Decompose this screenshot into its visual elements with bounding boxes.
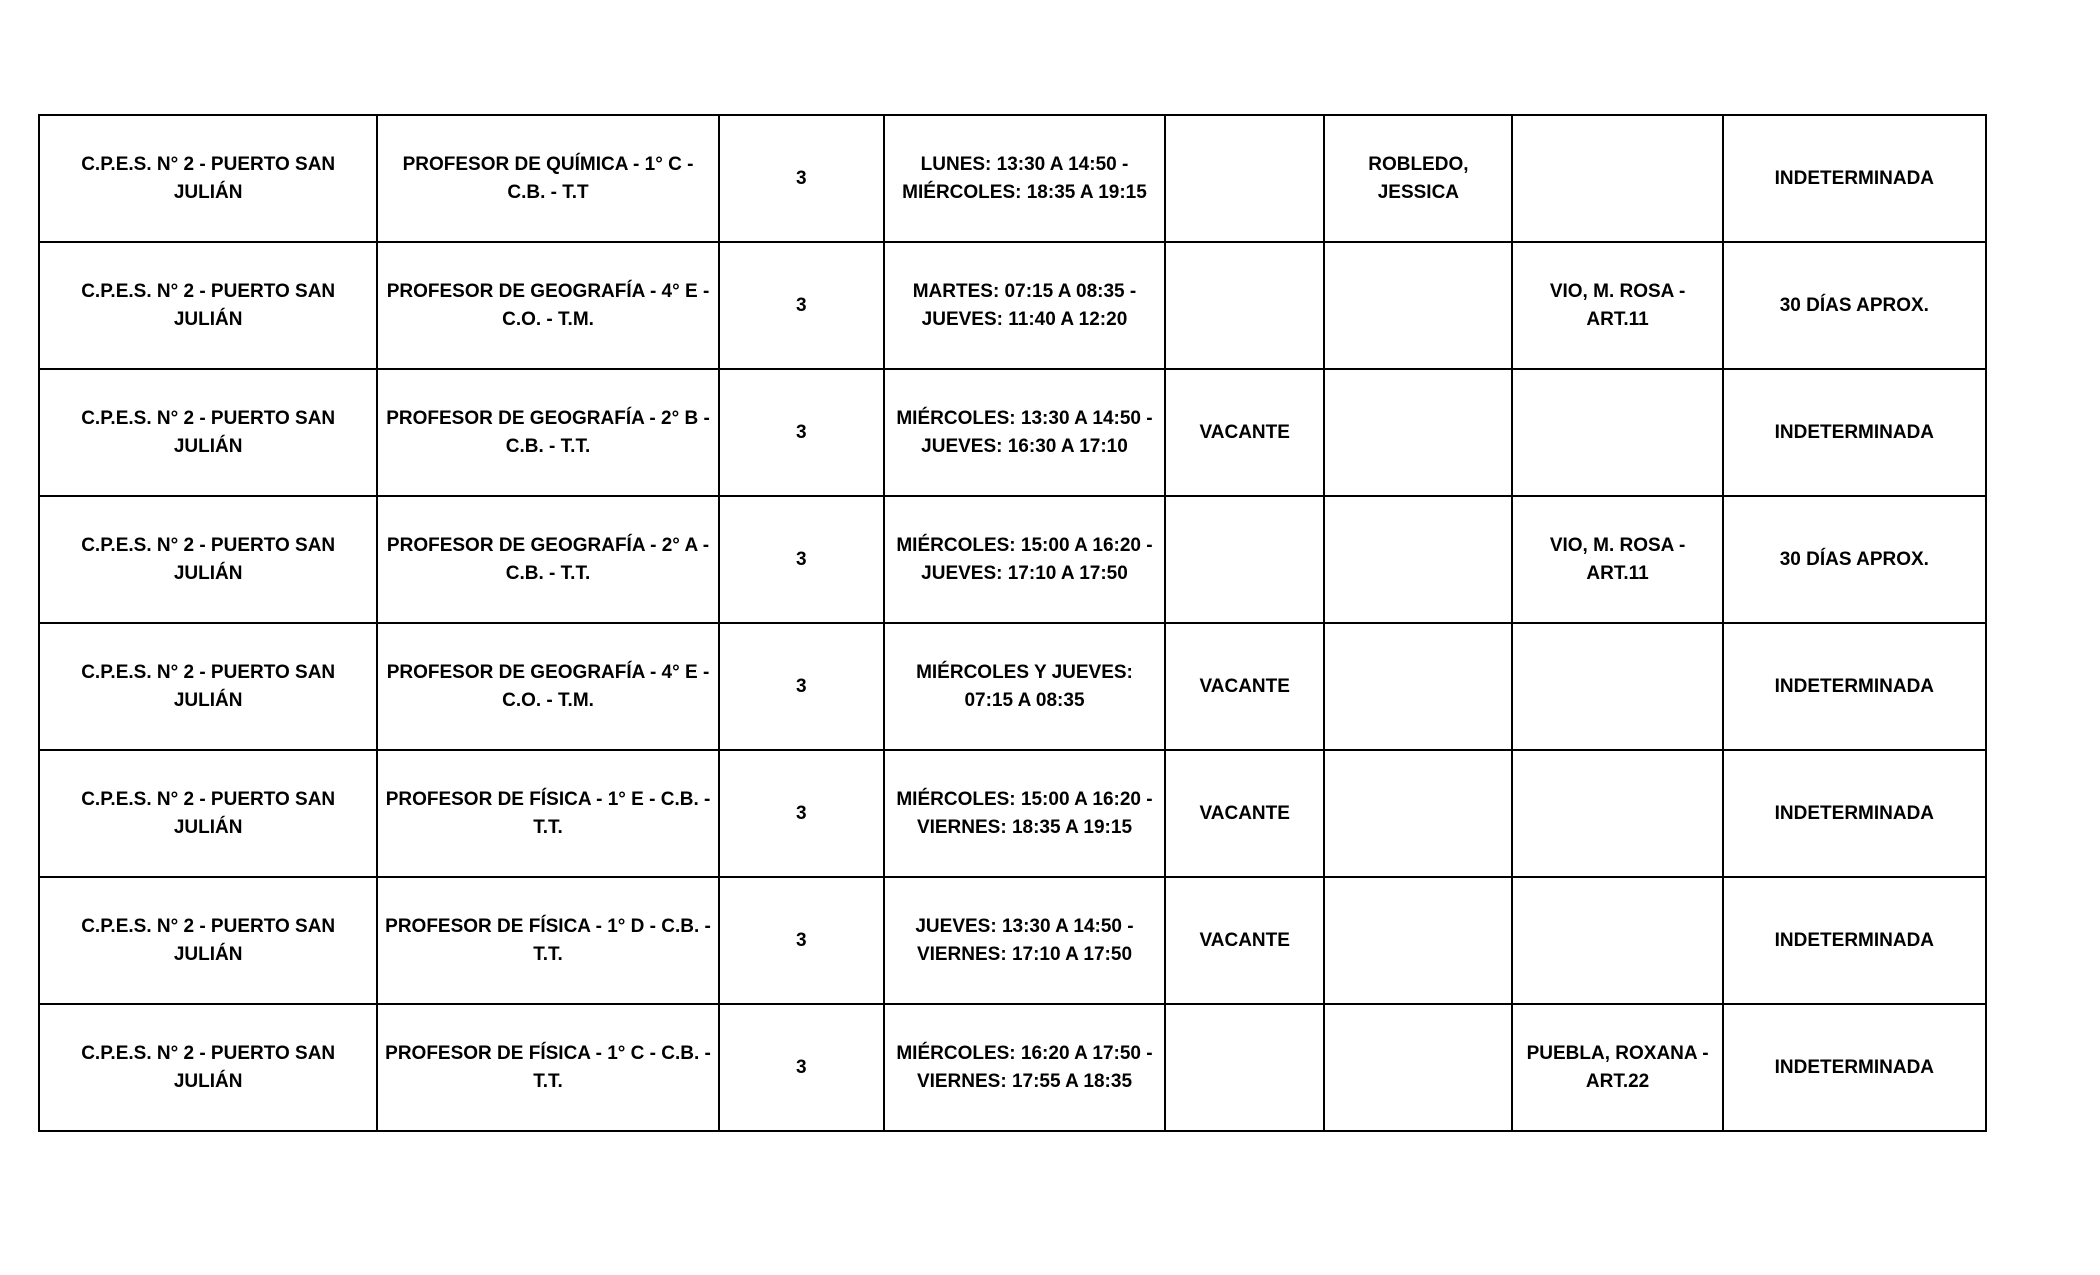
duration-cell: INDETERMINADA bbox=[1723, 877, 1986, 1004]
table-row bbox=[39, 623, 1986, 750]
assigned-cell bbox=[1324, 242, 1512, 369]
table-row bbox=[39, 115, 1986, 242]
school-cell: C.P.E.S. N° 2 - PUERTO SAN JULIÁN bbox=[39, 1004, 377, 1131]
position-cell: PROFESOR DE FÍSICA - 1° D - C.B. - T.T. bbox=[377, 877, 718, 1004]
duration-cell: 30 DÍAS APROX. bbox=[1723, 496, 1986, 623]
replaces-cell bbox=[1512, 115, 1722, 242]
table-row bbox=[39, 750, 1986, 877]
school-cell: C.P.E.S. N° 2 - PUERTO SAN JULIÁN bbox=[39, 496, 377, 623]
schedule-cell: MIÉRCOLES: 15:00 A 16:20 - VIERNES: 18:35 A 19:15 bbox=[884, 750, 1165, 877]
table-row bbox=[39, 369, 1986, 496]
school-cell: C.P.E.S. N° 2 - PUERTO SAN JULIÁN bbox=[39, 623, 377, 750]
replaces-cell bbox=[1512, 877, 1722, 1004]
hours-cell: 3 bbox=[719, 496, 884, 623]
table-row bbox=[39, 1004, 1986, 1131]
schedule-cell: MIÉRCOLES: 15:00 A 16:20 - JUEVES: 17:10 A 17:50 bbox=[884, 496, 1165, 623]
replaces-cell: PUEBLA, ROXANA - ART.22 bbox=[1512, 1004, 1722, 1131]
school-cell: C.P.E.S. N° 2 - PUERTO SAN JULIÁN bbox=[39, 877, 377, 1004]
position-cell: PROFESOR DE FÍSICA - 1° E - C.B. - T.T. bbox=[377, 750, 718, 877]
status-cell bbox=[1165, 242, 1324, 369]
replaces-cell bbox=[1512, 369, 1722, 496]
hours-cell: 3 bbox=[719, 115, 884, 242]
school-cell: C.P.E.S. N° 2 - PUERTO SAN JULIÁN bbox=[39, 242, 377, 369]
vacancy-table bbox=[38, 114, 1987, 1132]
position-cell: PROFESOR DE FÍSICA - 1° C - C.B. - T.T. bbox=[377, 1004, 718, 1131]
position-cell: PROFESOR DE QUÍMICA - 1° C - C.B. - T.T bbox=[377, 115, 718, 242]
schedule-cell: LUNES: 13:30 A 14:50 - MIÉRCOLES: 18:35 A 19:15 bbox=[884, 115, 1165, 242]
position-cell: PROFESOR DE GEOGRAFÍA - 2° B - C.B. - T.T. bbox=[377, 369, 718, 496]
status-cell: VACANTE bbox=[1165, 877, 1324, 1004]
schedule-cell: MIÉRCOLES: 13:30 A 14:50 - JUEVES: 16:30 A 17:10 bbox=[884, 369, 1165, 496]
school-cell: C.P.E.S. N° 2 - PUERTO SAN JULIÁN bbox=[39, 115, 377, 242]
duration-cell: INDETERMINADA bbox=[1723, 623, 1986, 750]
hours-cell: 3 bbox=[719, 877, 884, 1004]
hours-cell: 3 bbox=[719, 750, 884, 877]
hours-cell: 3 bbox=[719, 242, 884, 369]
table-body bbox=[39, 115, 1986, 1131]
replaces-cell bbox=[1512, 623, 1722, 750]
replaces-cell bbox=[1512, 750, 1722, 877]
assigned-cell bbox=[1324, 1004, 1512, 1131]
position-cell: PROFESOR DE GEOGRAFÍA - 2° A - C.B. - T.T. bbox=[377, 496, 718, 623]
replaces-cell: VIO, M. ROSA - ART.11 bbox=[1512, 496, 1722, 623]
duration-cell: INDETERMINADA bbox=[1723, 115, 1986, 242]
position-cell: PROFESOR DE GEOGRAFÍA - 4° E - C.O. - T.M. bbox=[377, 242, 718, 369]
status-cell: VACANTE bbox=[1165, 623, 1324, 750]
assigned-cell bbox=[1324, 369, 1512, 496]
hours-cell: 3 bbox=[719, 1004, 884, 1131]
duration-cell: INDETERMINADA bbox=[1723, 369, 1986, 496]
duration-cell: INDETERMINADA bbox=[1723, 750, 1986, 877]
table-row bbox=[39, 877, 1986, 1004]
school-cell: C.P.E.S. N° 2 - PUERTO SAN JULIÁN bbox=[39, 750, 377, 877]
schedule-cell: MIÉRCOLES: 16:20 A 17:50 - VIERNES: 17:55 A 18:35 bbox=[884, 1004, 1165, 1131]
school-cell: C.P.E.S. N° 2 - PUERTO SAN JULIÁN bbox=[39, 369, 377, 496]
status-cell bbox=[1165, 115, 1324, 242]
assigned-cell bbox=[1324, 877, 1512, 1004]
status-cell bbox=[1165, 496, 1324, 623]
assigned-cell bbox=[1324, 750, 1512, 877]
assigned-cell bbox=[1324, 623, 1512, 750]
schedule-cell: MIÉRCOLES Y JUEVES: 07:15 A 08:35 bbox=[884, 623, 1165, 750]
duration-cell: INDETERMINADA bbox=[1723, 1004, 1986, 1131]
status-cell bbox=[1165, 1004, 1324, 1131]
schedule-cell: MARTES: 07:15 A 08:35 - JUEVES: 11:40 A 12:20 bbox=[884, 242, 1165, 369]
table-row bbox=[39, 496, 1986, 623]
assigned-cell: ROBLEDO, JESSICA bbox=[1324, 115, 1512, 242]
hours-cell: 3 bbox=[719, 623, 884, 750]
replaces-cell: VIO, M. ROSA - ART.11 bbox=[1512, 242, 1722, 369]
table-row bbox=[39, 242, 1986, 369]
hours-cell: 3 bbox=[719, 369, 884, 496]
duration-cell: 30 DÍAS APROX. bbox=[1723, 242, 1986, 369]
position-cell: PROFESOR DE GEOGRAFÍA - 4° E - C.O. - T.M. bbox=[377, 623, 718, 750]
schedule-cell: JUEVES: 13:30 A 14:50 - VIERNES: 17:10 A 17:50 bbox=[884, 877, 1165, 1004]
assigned-cell bbox=[1324, 496, 1512, 623]
status-cell: VACANTE bbox=[1165, 750, 1324, 877]
status-cell: VACANTE bbox=[1165, 369, 1324, 496]
